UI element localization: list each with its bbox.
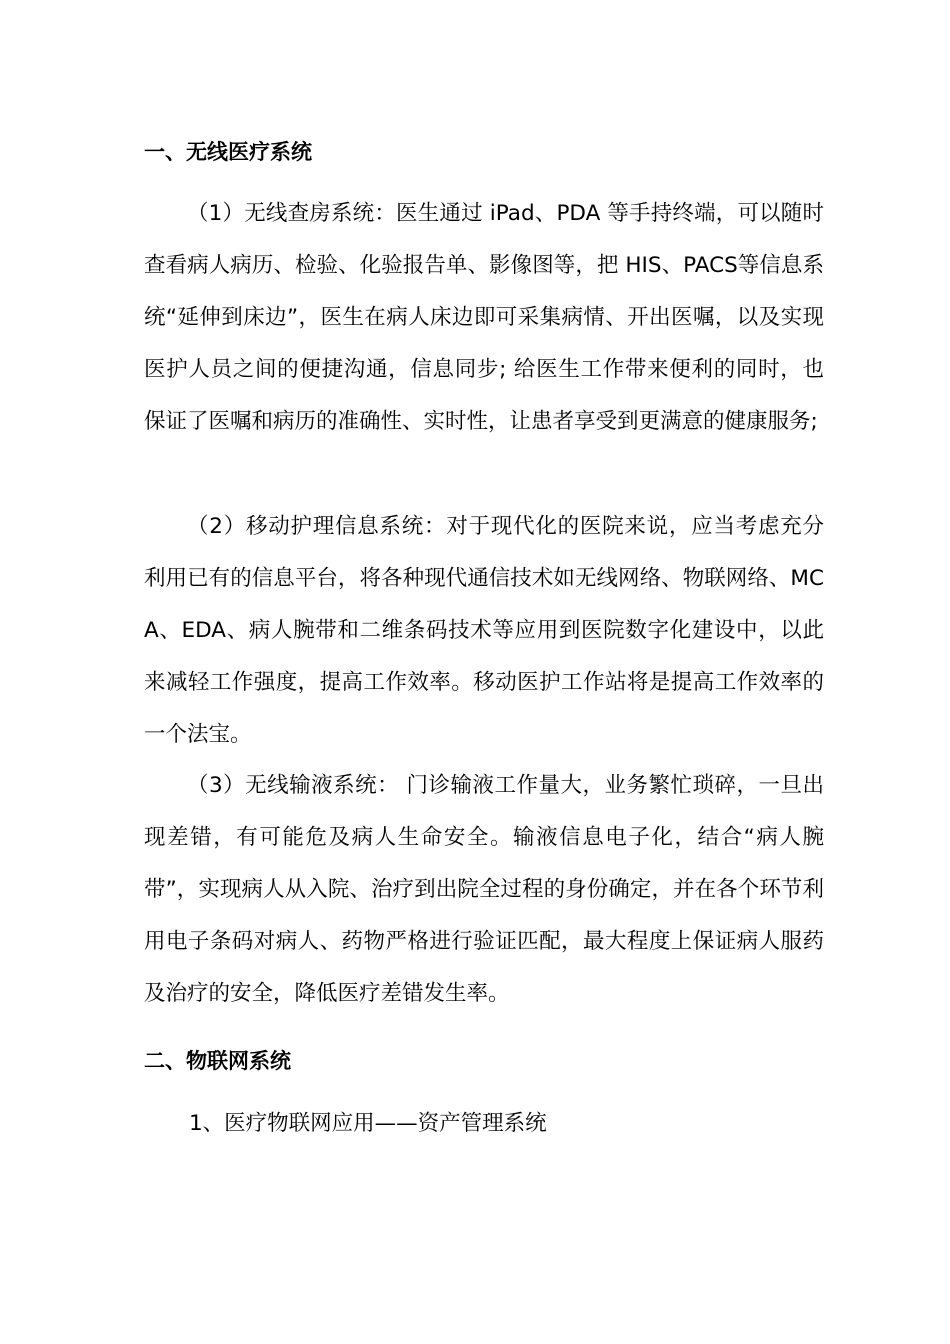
- paragraph-mobile-nursing: （2）移动护理信息系统：对于现代化的医院来说，应当考虑充分利用已有的信息平台，将各种现代通信技术如无线网络、物联网络、MCA、EDA、病人腕带和二维条码技术等应用到医院数字化建设中，以此来减轻工作强度，提高工作效率。移动医护工作站将是提高工作效率的一个法宝。: [144, 514, 824, 747]
- paragraph-wireless-infusion: （3）无线输液系统： 门诊输液工作量大，业务繁忙琐碎，一旦出现差错，有可能危及病人生命安全。输液信息电子化，结合“病人腕带”，实现病人从入院、治疗到出院全过程的身份确定，并在各个环节利用电子条码对病人、药物严格进行验证匹配，最大程度上保证病人服药及治疗的安全，降低医疗差错发生率。: [144, 773, 824, 1006]
- section-heading-iot: 二、物联网系统: [144, 1049, 291, 1073]
- subitem-asset-management: 1、医疗物联网应用——资产管理系统: [189, 1111, 547, 1136]
- paragraph-wireless-rounds: （1）无线查房系统：医生通过 iPad、PDA 等手持终端，可以随时查看病人病历、检验、化验报告单、影像图等，把 HIS、PACS等信息系统“延伸到床边”，医生在病人床边即可采集病情、开出医嘱，以及实现医护人员之间的便捷沟通，信息同步; 给医生工作带来便利的同时，也保证了医嘱和病历的准确性、实时性，让患者享受到更满意的健康服务;: [144, 201, 824, 434]
- section-heading-wireless-medical: 一、无线医疗系统: [144, 140, 312, 164]
